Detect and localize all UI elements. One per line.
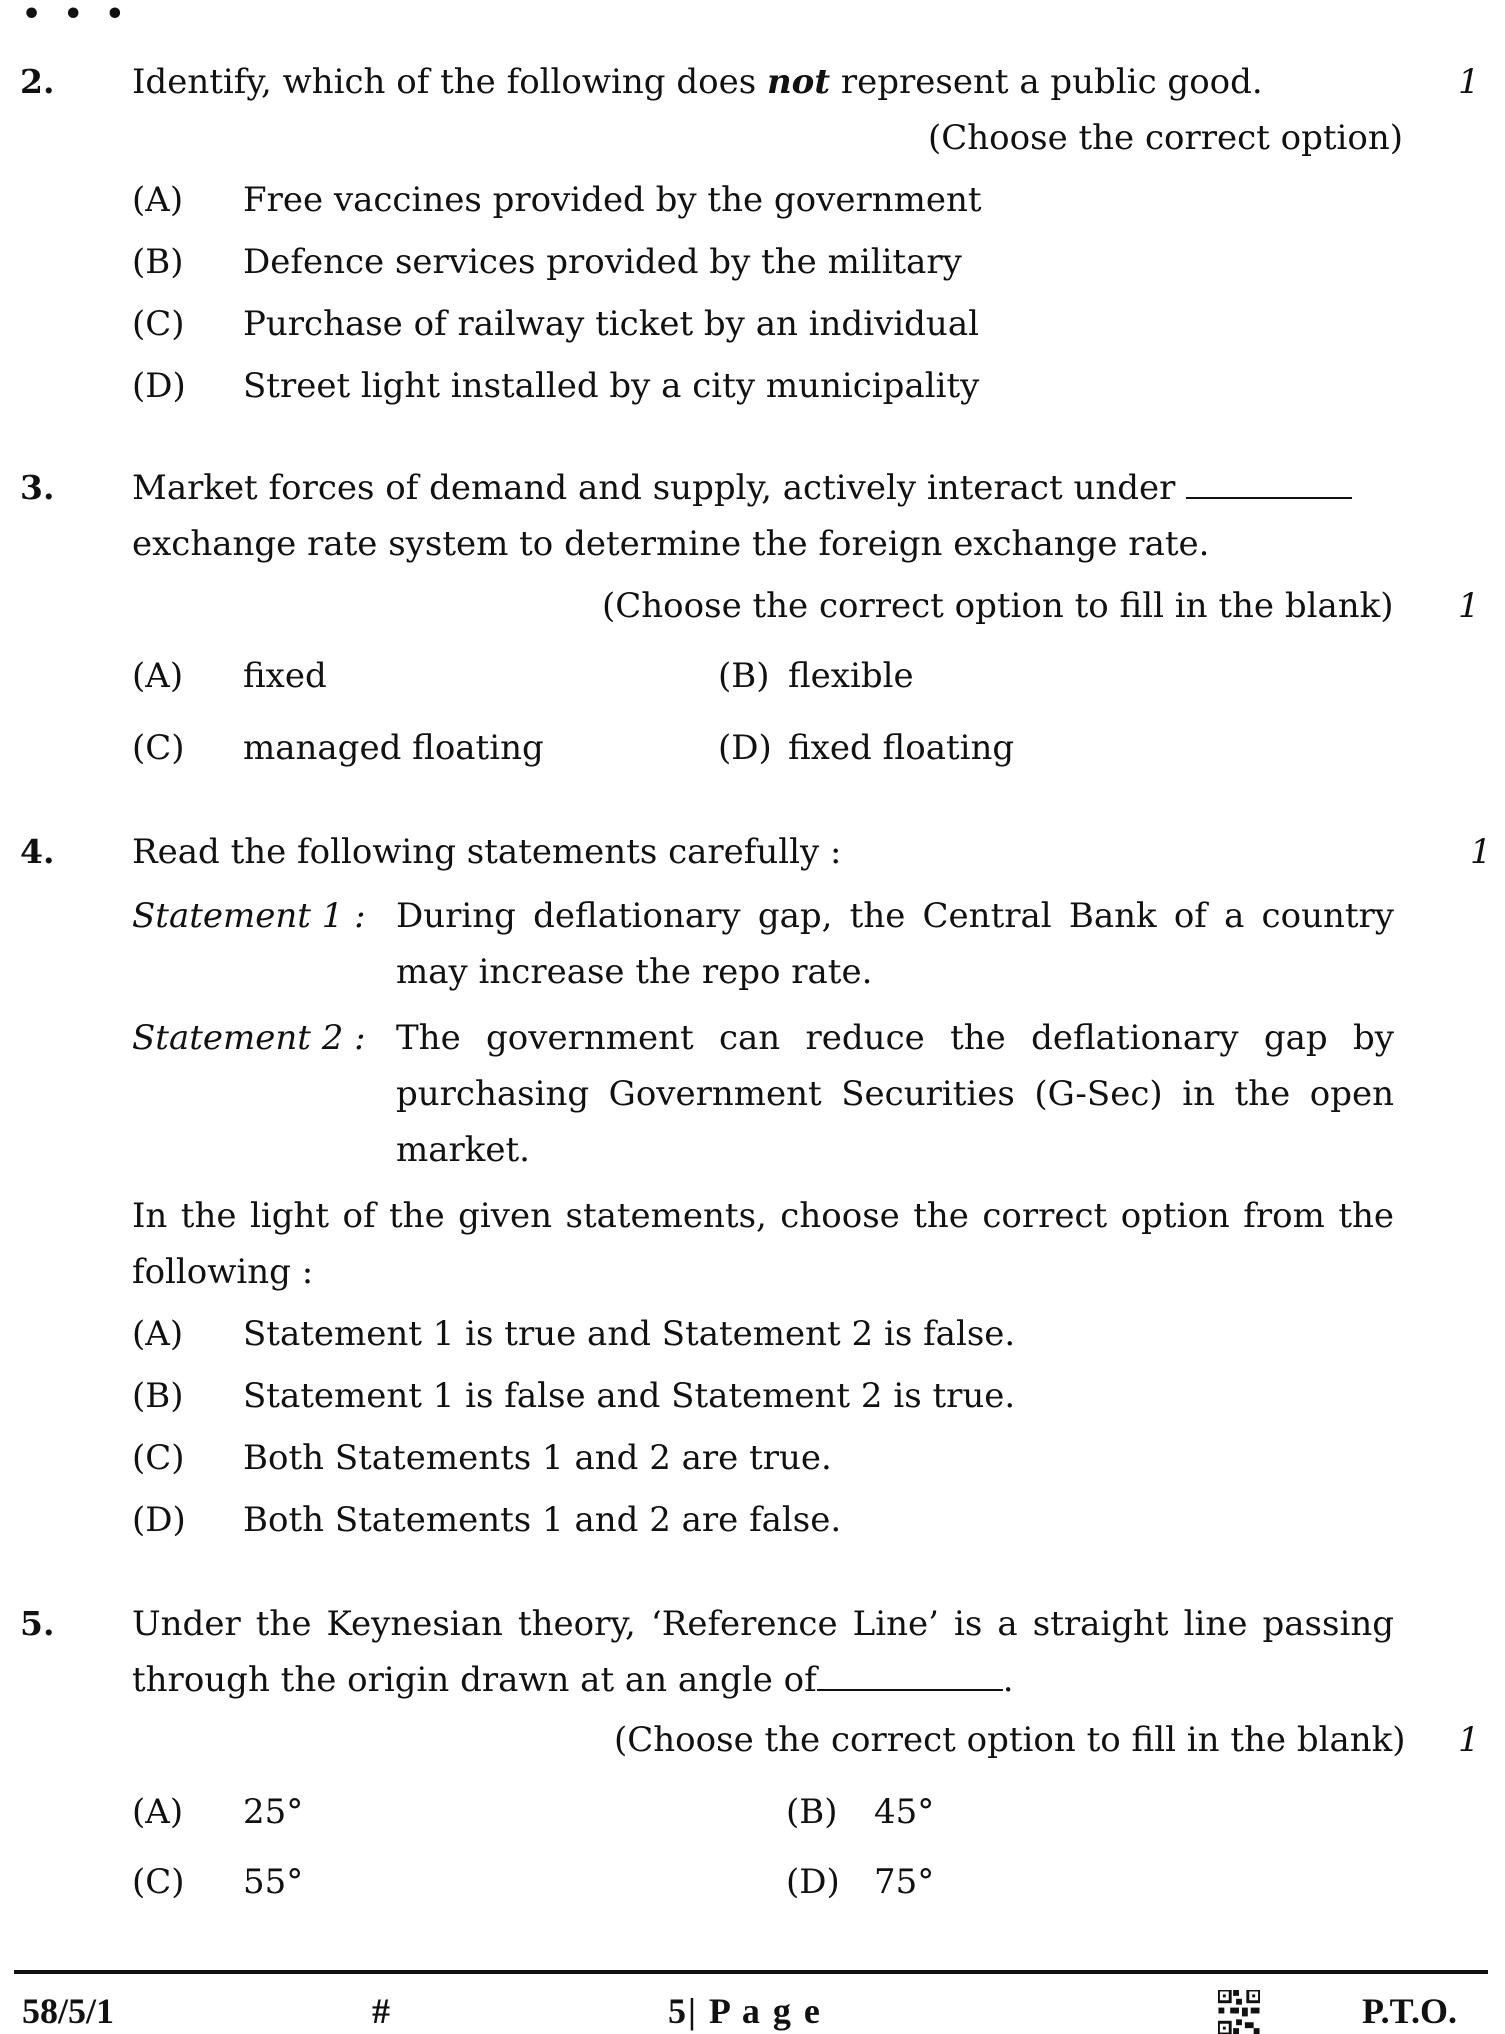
statement-2-text-line2: purchasing Government Securities (G-Sec) in the open	[396, 1074, 1394, 1114]
option-label: (A)	[132, 656, 184, 696]
question-text: Under the Keynesian theory, ‘Reference Line’ is a straight line passing	[132, 1604, 1394, 1644]
paper-code: 58/5/1	[22, 1991, 115, 2031]
instruction: (Choose the correct option)	[928, 118, 1404, 158]
footer-divider	[14, 1970, 1488, 1974]
option-label: (B)	[786, 1792, 838, 1832]
page-number: 5| P a g e	[668, 1991, 822, 2031]
fill-blank	[817, 1661, 1003, 1691]
marks: 1	[1458, 586, 1480, 626]
option-label: (B)	[132, 242, 184, 282]
statement-2-text-line3: market.	[396, 1130, 530, 1170]
option-text: 25°	[243, 1792, 304, 1832]
statement-2-text: The government can reduce the deflationary gap by	[396, 1018, 1394, 1058]
qr-code-icon	[1218, 1990, 1260, 2034]
option-text: 55°	[243, 1862, 304, 1902]
statement-1-text-line2: may increase the repo rate.	[396, 952, 873, 992]
fill-blank	[1186, 469, 1352, 499]
statement-1-label: Statement 1 :	[132, 896, 366, 936]
hash-mark: #	[372, 1991, 390, 2031]
option-label: (C)	[132, 1438, 185, 1478]
question-number: 3.	[20, 468, 55, 507]
instruction: (Choose the correct option to fill in the blank)	[602, 586, 1394, 626]
option-text: managed floating	[243, 728, 544, 768]
option-text: Free vaccines provided by the government	[243, 180, 982, 220]
option-label: (A)	[132, 1792, 184, 1832]
marks: 1	[1470, 832, 1492, 872]
instruction: (Choose the correct option to fill in the blank)	[614, 1720, 1406, 1760]
option-text: 75°	[874, 1862, 935, 1902]
question-number: 2.	[20, 62, 55, 101]
option-label: (B)	[718, 656, 770, 696]
option-text: Purchase of railway ticket by an individual	[243, 304, 979, 344]
statement-2-label: Statement 2 :	[132, 1018, 366, 1058]
option-text: 45°	[874, 1792, 935, 1832]
question-text-line2: exchange rate system to determine the foreign exchange rate.	[132, 524, 1210, 564]
option-label: (A)	[132, 180, 184, 220]
option-text: Statement 1 is false and Statement 2 is true.	[243, 1376, 1016, 1416]
question-text: Read the following statements carefully :	[132, 832, 842, 872]
question-number: 4.	[20, 832, 55, 871]
option-text: Street light installed by a city municipality	[243, 366, 980, 406]
option-label: (B)	[132, 1376, 184, 1416]
option-label: (A)	[132, 1314, 184, 1354]
marks: 1	[1458, 62, 1480, 102]
option-text: flexible	[788, 656, 914, 696]
option-text: Statement 1 is true and Statement 2 is false.	[243, 1314, 1016, 1354]
option-label: (C)	[132, 1862, 185, 1902]
option-text: fixed floating	[788, 728, 1015, 768]
option-text: Both Statements 1 and 2 are true.	[243, 1438, 832, 1478]
question-number: 5.	[20, 1604, 55, 1643]
question-text: Market forces of demand and supply, actively interact under	[132, 468, 1352, 508]
option-text: fixed	[243, 656, 327, 696]
option-label: (D)	[718, 728, 772, 768]
question-text: Identify, which of the following does not represent a public good.	[132, 62, 1263, 102]
option-label: (D)	[786, 1862, 840, 1902]
option-label: (D)	[132, 1500, 186, 1540]
ellipsis-marker: • • •	[22, 0, 131, 32]
pto-label: P.T.O.	[1362, 1991, 1458, 2031]
statement-1-text: During deflationary gap, the Central Bank of a country	[396, 896, 1394, 936]
prompt-text: In the light of the given statements, choose the correct option from the	[132, 1196, 1394, 1236]
option-text: Both Statements 1 and 2 are false.	[243, 1500, 842, 1540]
option-label: (D)	[132, 366, 186, 406]
prompt-text-line2: following :	[132, 1252, 314, 1292]
option-label: (C)	[132, 304, 185, 344]
marks: 1	[1458, 1720, 1480, 1760]
option-label: (C)	[132, 728, 185, 768]
question-text-line2: through the origin drawn at an angle of .	[132, 1660, 1014, 1700]
option-text: Defence services provided by the military	[243, 242, 962, 282]
